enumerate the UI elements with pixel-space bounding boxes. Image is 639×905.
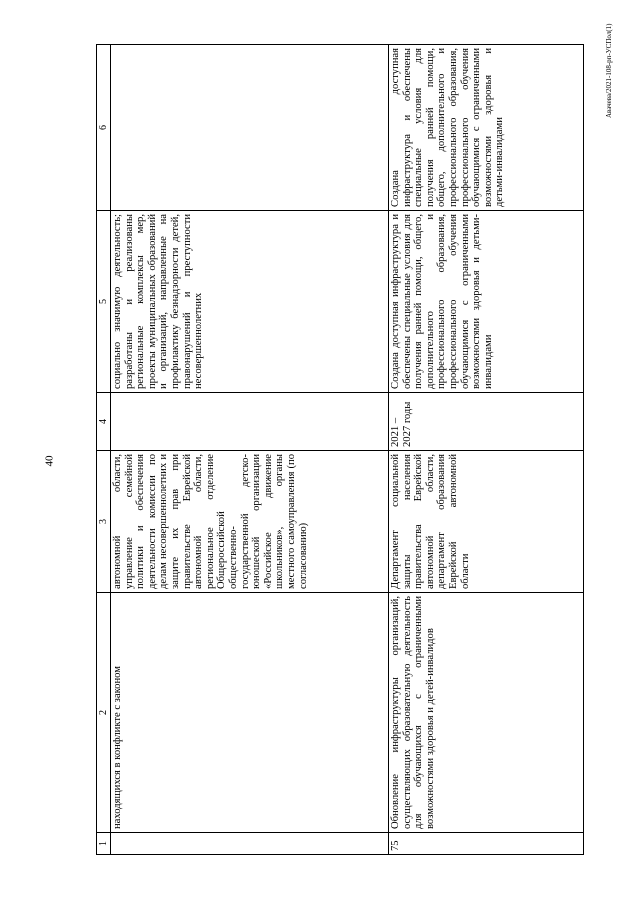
event-cell: находящихся в конфликте с законом bbox=[111, 593, 389, 833]
row-number bbox=[111, 833, 389, 855]
period-cell bbox=[111, 393, 389, 451]
document-footer-code: Авачева/2021-108-рп-УСПол(1) bbox=[605, 23, 613, 118]
executors-cell: Департамент социальной защиты населения правительства Еврейской автономной области, департамент образования Еврейской автономной области bbox=[389, 451, 584, 593]
program-table bbox=[96, 44, 584, 855]
column-header: 6 bbox=[97, 45, 111, 211]
column-header: 1 bbox=[97, 833, 111, 855]
column-header: 5 bbox=[97, 211, 111, 393]
indicator-cell bbox=[111, 45, 389, 211]
column-header: 3 bbox=[97, 451, 111, 593]
result-cell: социально значимую деятельность; разработаны и реализованы региональные комплексы мер, проекты муниципальных образований и организаций, направленные на профилактику безнадзорности детей, правонарушений и преступности несовершеннолетних bbox=[111, 211, 389, 393]
table-header-row bbox=[97, 45, 111, 855]
result-cell: Создана доступная инфраструктура и обеспечены специальные условия для получения ранней помощи, общего, дополнительного и профессионального образования, профессионального обучения обучающимися с ограниченными возможностями здоровья и детьми-инвалидами bbox=[389, 211, 584, 393]
table-row bbox=[389, 45, 584, 855]
row-number: 75 bbox=[389, 833, 584, 855]
event-cell: Обновление инфраструктуры организаций, осуществляющих образовательную деятельность для обучающихся с ограниченными возможностями здоровья и детей-инвалидов bbox=[389, 593, 584, 833]
column-header: 2 bbox=[97, 593, 111, 833]
rotated-table-container bbox=[96, 45, 584, 855]
page-number: 40 bbox=[43, 455, 56, 467]
executors-cell: автономной области, управление семейной политики и обеспечения деятельности комиссии по делам несовершеннолетних и защите их прав при правительстве Еврейской автономной области, региональное отделение Общероссийской общественно-государственной детско-юношеской организации «Российское движение школьников», органы местного самоуправления (по согласованию) bbox=[111, 451, 389, 593]
indicator-cell: Создана доступная инфраструктура и обеспечены специальные условия для получения ранней помощи, общего, дополнительного и профессионального образования, профессионального обучения обучающимися с ограниченными возможностями здоровья и детьми-инвалидами bbox=[389, 45, 584, 211]
table-row bbox=[111, 45, 389, 855]
column-header: 4 bbox=[97, 393, 111, 451]
period-cell: 2021 – 2027 годы bbox=[389, 393, 584, 451]
